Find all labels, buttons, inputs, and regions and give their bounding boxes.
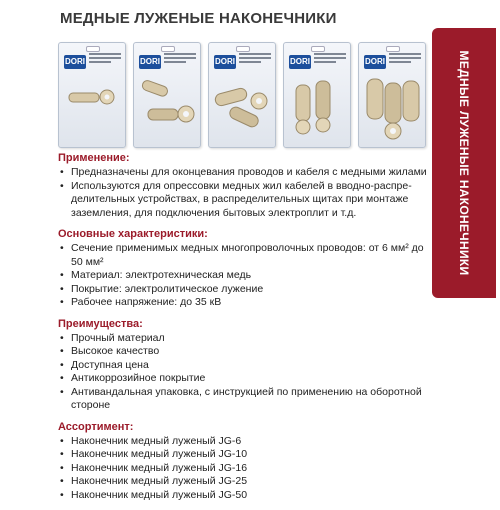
- section-characteristics: [58, 228, 438, 310]
- section-heading: Преимущества:: [58, 317, 143, 330]
- package-label: [89, 53, 121, 69]
- cable-lug-image: [359, 73, 425, 145]
- hang-hole: [386, 46, 400, 52]
- list-item: • Наконечник медный луженый JG-10: [58, 448, 438, 462]
- bullet-list: [58, 435, 438, 503]
- bullet-list: [58, 242, 438, 310]
- list-item: • Сечение применимых медных многопроволочных проводов: от 6 мм² до 50 мм²: [58, 242, 438, 269]
- package-label: [314, 53, 346, 69]
- product-package-jg16: [208, 42, 276, 148]
- list-item: • Наконечник медный луженый JG-16: [58, 462, 438, 476]
- product-package-jg25: [283, 42, 351, 148]
- section-heading: Ассортимент:: [58, 420, 134, 433]
- brand-logo: DORI: [289, 55, 311, 69]
- cable-lug-image: [134, 73, 200, 145]
- list-item: • Наконечник медный луженый JG-25: [58, 475, 438, 489]
- list-item: • Прочный материал: [58, 332, 438, 346]
- brand-logo: DORI: [64, 55, 86, 69]
- product-description: [58, 152, 438, 510]
- package-label: [239, 53, 271, 69]
- list-item: • Доступная цена: [58, 359, 438, 373]
- hang-hole: [86, 46, 100, 52]
- section-application: [58, 152, 438, 220]
- product-package-jg50: [358, 42, 426, 148]
- section-heading: Основные характеристики:: [58, 228, 208, 240]
- list-item: • Покрытие: электролитическое лужение: [58, 283, 438, 297]
- brand-logo: DORI: [364, 55, 386, 69]
- list-item: • Наконечник медный луженый JG-6: [58, 435, 438, 449]
- cable-lug-image: [284, 73, 350, 145]
- list-item: • Антивандальная упаковка, с инструкцией по применению на оборотной стороне: [58, 386, 438, 413]
- hang-hole: [236, 46, 250, 52]
- list-item: • Материал: электротехническая медь: [58, 269, 438, 283]
- section-advantages: [58, 318, 438, 413]
- side-tab: [432, 28, 496, 298]
- brand-logo: DORI: [139, 55, 161, 69]
- package-label: [164, 53, 196, 69]
- cable-lug-image: [209, 73, 275, 145]
- list-item: • Рабочее напряжение: до 35 кВ: [58, 296, 438, 310]
- hang-hole: [161, 46, 175, 52]
- product-package-jg10: [133, 42, 201, 148]
- product-package-jg6: [58, 42, 126, 148]
- cable-lug-image: [59, 73, 125, 145]
- product-images: [58, 42, 426, 148]
- bullet-list: [58, 332, 438, 413]
- list-item: • Высокое качество: [58, 345, 438, 359]
- list-item: • Предназначены для оконцевания проводов и кабеля с медными жилами: [58, 166, 438, 180]
- list-item: • Наконечник медный луженый JG-50: [58, 489, 438, 503]
- hang-hole: [311, 46, 325, 52]
- package-label: [389, 53, 421, 69]
- side-tab-label: МЕДНЫЕ ЛУЖЕНЫЕ НАКОНЕЧНИКИ: [457, 50, 471, 276]
- bullet-list: [58, 166, 438, 220]
- section-assortment: [58, 421, 438, 503]
- section-heading: Применение:: [58, 152, 130, 164]
- brand-logo: DORI: [214, 55, 236, 69]
- list-item: • Используются для опрессовки медных жил кабелей в вводно-распре-делительных устройствах, в распределительных щитах при монтаже заземления, для подключения бытовых электроплит и т.д.: [58, 180, 438, 221]
- list-item: • Антикоррозийное покрытие: [58, 372, 438, 386]
- page-title: МЕДНЫЕ ЛУЖЕНЫЕ НАКОНЕЧНИКИ: [60, 10, 337, 27]
